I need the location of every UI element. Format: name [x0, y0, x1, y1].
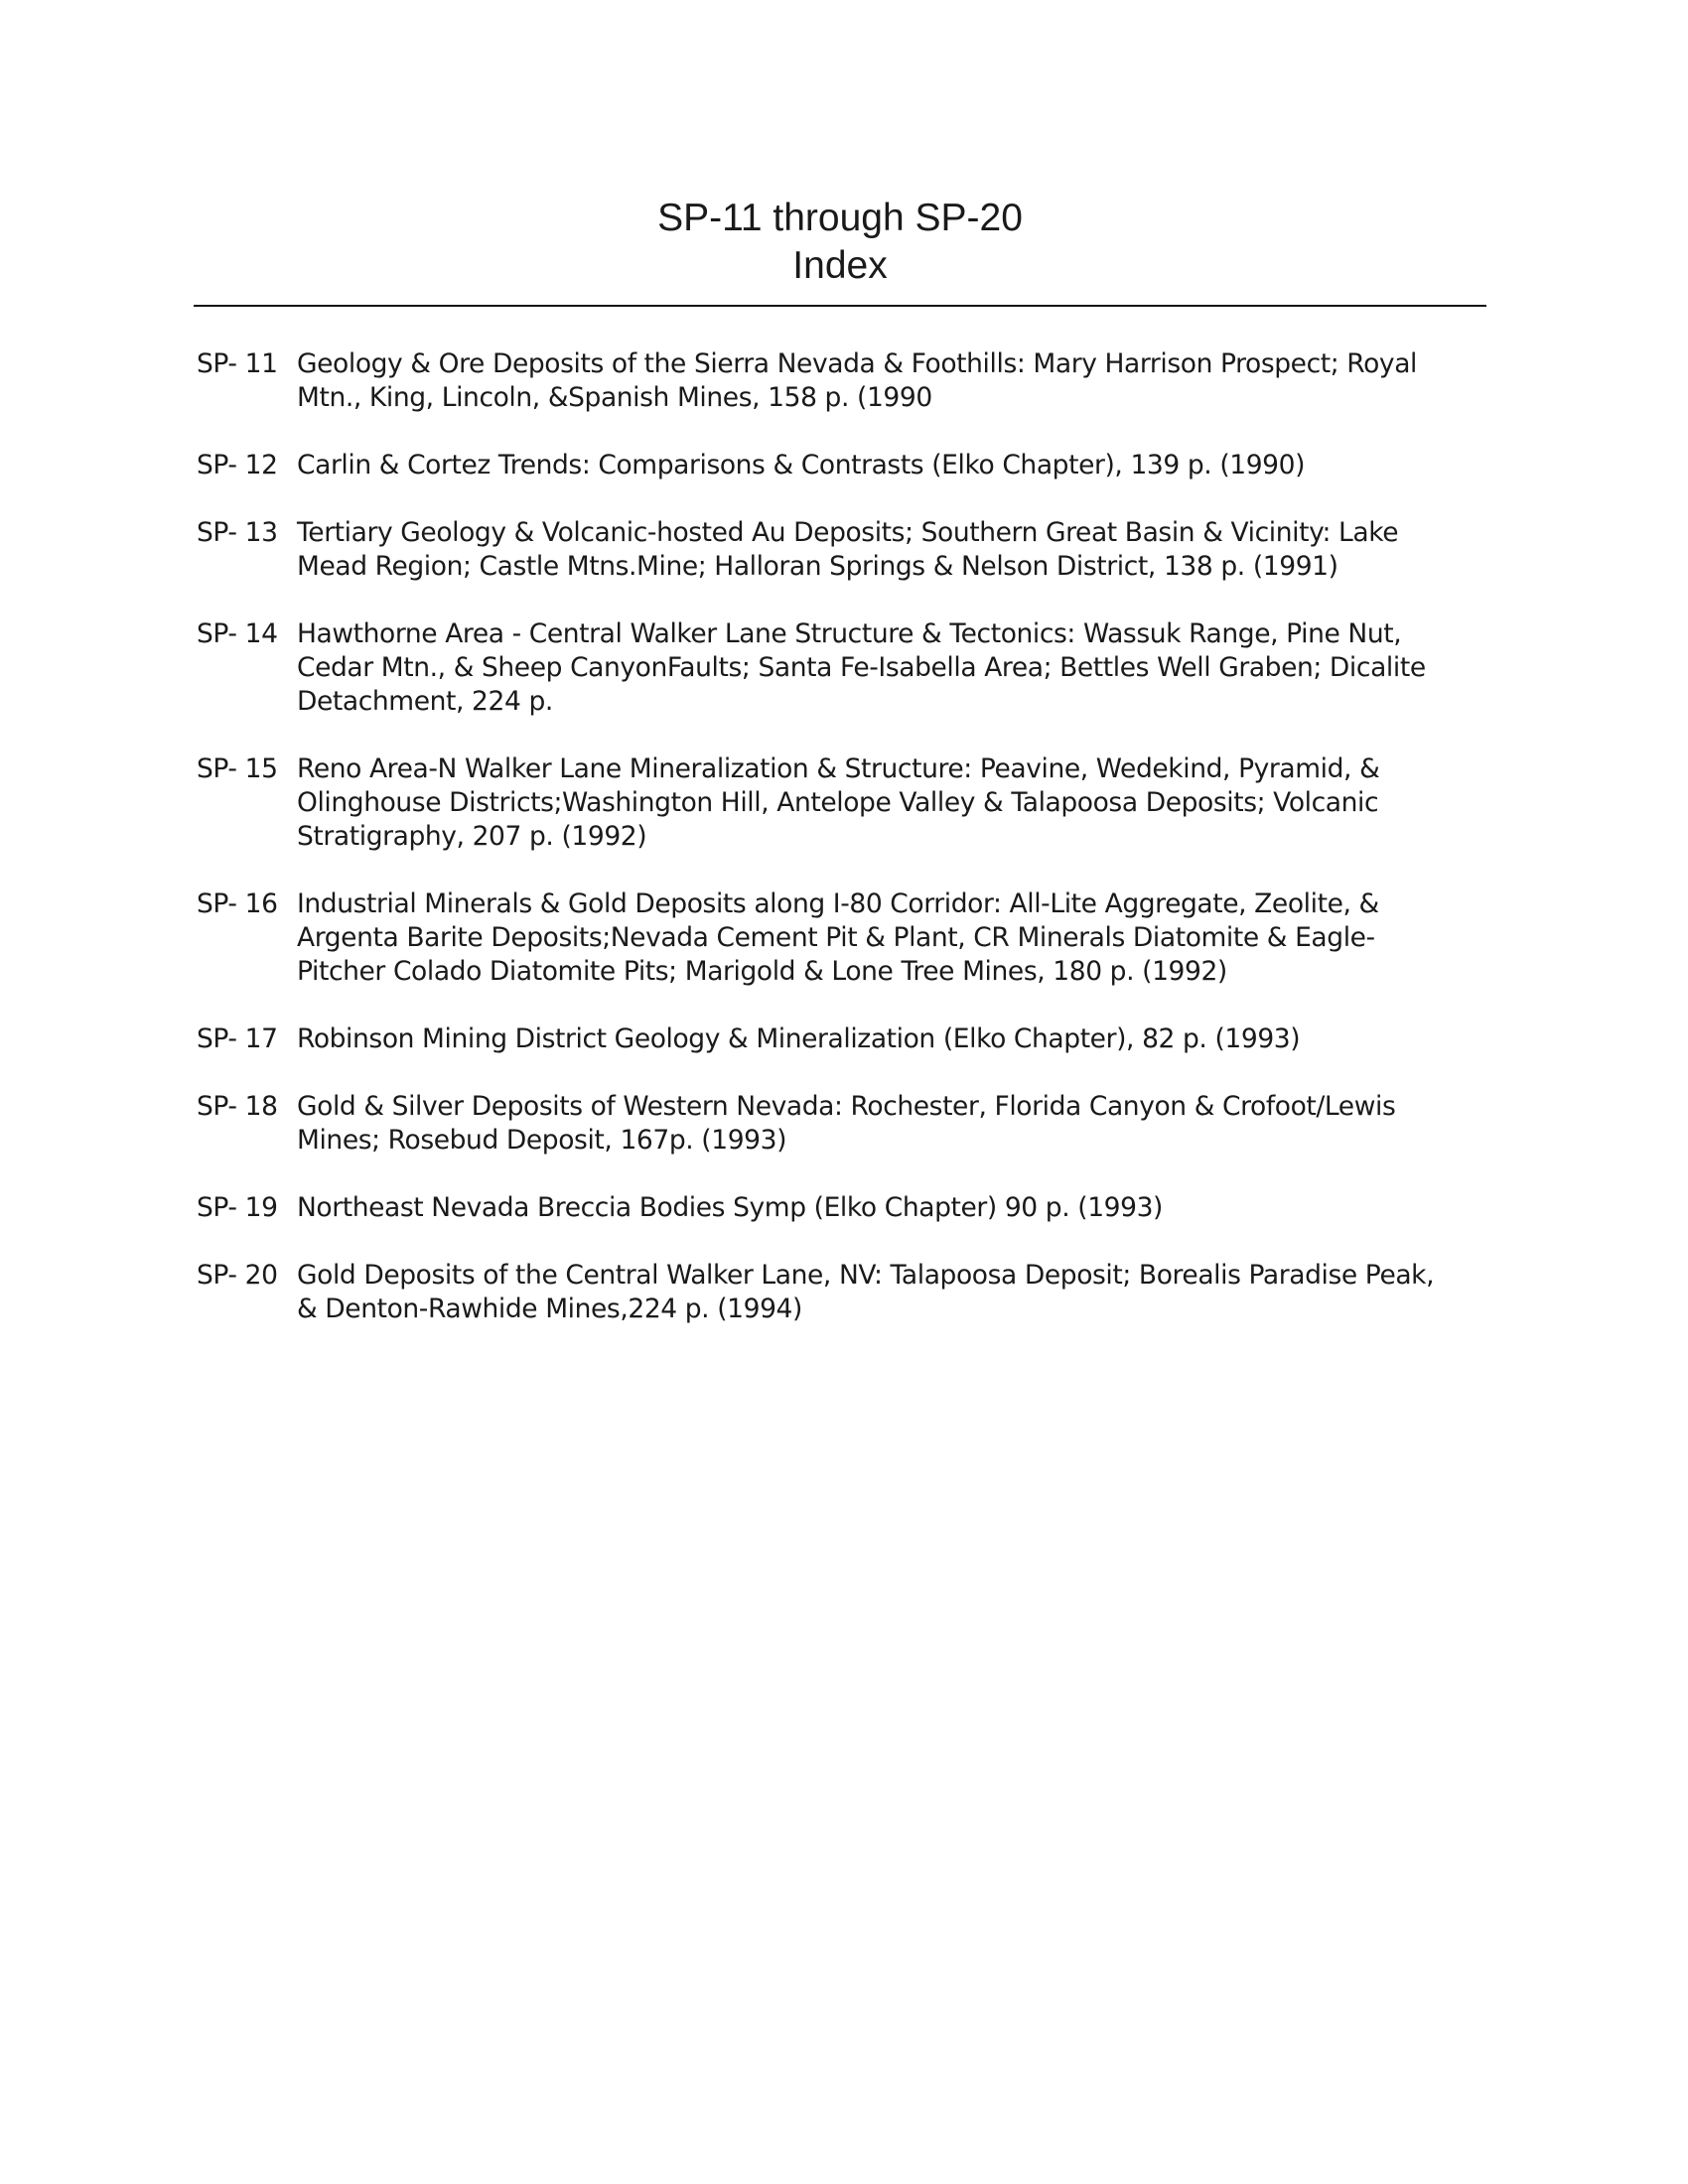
index-entry-sp-19	[197, 1191, 1497, 1225]
entry-description: Gold & Silver Deposits of Western Nevada: Rochester, Florida Canyon & Crofoot/Lewis Mines; Rosebud Deposit, 167p. (1993)	[297, 1091, 1396, 1156]
page-header	[194, 195, 1486, 290]
entry-description: Reno Area-N Walker Lane Mineralization & Structure: Peavine, Wedekind, Pyramid, & Olinghouse Districts;Washington Hill, Antelope Valley & Talapoosa Deposits; Volcanic Stratigraphy, 207 p. (1992)	[297, 753, 1380, 852]
index-entry-sp-14	[197, 617, 1497, 719]
entry-description: Tertiary Geology & Volcanic-hosted Au Deposits; Southern Great Basin & Vicinity: Lake Mead Region; Castle Mtns.Mine; Halloran Springs & Nelson District, 138 p. (1991)	[297, 517, 1399, 582]
entry-description: Hawthorne Area - Central Walker Lane Structure & Tectonics: Wassuk Range, Pine Nut, Cedar Mtn., & Sheep CanyonFaults; Santa Fe-Isabella Area; Bettles Well Graben; Dicalite Detachment, 224 p.	[297, 618, 1426, 717]
entry-description: Gold Deposits of the Central Walker Lane, NV: Talapoosa Deposit; Borealis Paradise Peak, & Denton-Rawhide Mines,224 p. (1994)	[297, 1260, 1435, 1324]
entry-code: SP- 13	[197, 517, 278, 548]
entry-code: SP- 15	[197, 753, 278, 784]
entry-code: SP- 11	[197, 348, 278, 379]
index-entry-sp-15	[197, 752, 1497, 854]
index-entry-sp-20	[197, 1259, 1497, 1326]
index-entry-sp-18	[197, 1090, 1497, 1158]
entry-code: SP- 16	[197, 888, 278, 919]
page-subtitle: Index	[792, 244, 888, 287]
index-entry-sp-11	[197, 347, 1497, 415]
index-entry-sp-13	[197, 516, 1497, 584]
index-entry-sp-12	[197, 449, 1497, 482]
entry-code: SP- 17	[197, 1024, 278, 1054]
header-divider	[194, 305, 1486, 307]
index-entry-sp-17	[197, 1023, 1497, 1056]
page-title: SP-11 through SP-20	[657, 197, 1023, 239]
entry-description: Industrial Minerals & Gold Deposits along I-80 Corridor: All-Lite Aggregate, Zeolite, & Argenta Barite Deposits;Nevada Cement Pit & Plant, CR Minerals Diatomite & Eagle- Pitcher Colado Diatomite Pits; Marigold & Lone Tree Mines, 180 p. (1992)	[297, 888, 1379, 987]
entry-code: SP- 20	[197, 1260, 278, 1291]
entry-code: SP- 14	[197, 618, 278, 649]
entry-description: Carlin & Cortez Trends: Comparisons & Contrasts (Elko Chapter), 139 p. (1990)	[297, 450, 1306, 480]
entry-description: Robinson Mining District Geology & Mineralization (Elko Chapter), 82 p. (1993)	[297, 1024, 1301, 1054]
index-entry-sp-16	[197, 887, 1497, 989]
entry-description: Geology & Ore Deposits of the Sierra Nevada & Foothills: Mary Harrison Prospect; Royal Mtn., King, Lincoln, &Spanish Mines, 158 p. (1990	[297, 348, 1418, 413]
entry-code: SP- 12	[197, 450, 278, 480]
index-list	[197, 347, 1497, 1360]
entry-description: Northeast Nevada Breccia Bodies Symp (Elko Chapter) 90 p. (1993)	[297, 1192, 1163, 1223]
entry-code: SP- 19	[197, 1192, 278, 1223]
entry-code: SP- 18	[197, 1091, 278, 1122]
